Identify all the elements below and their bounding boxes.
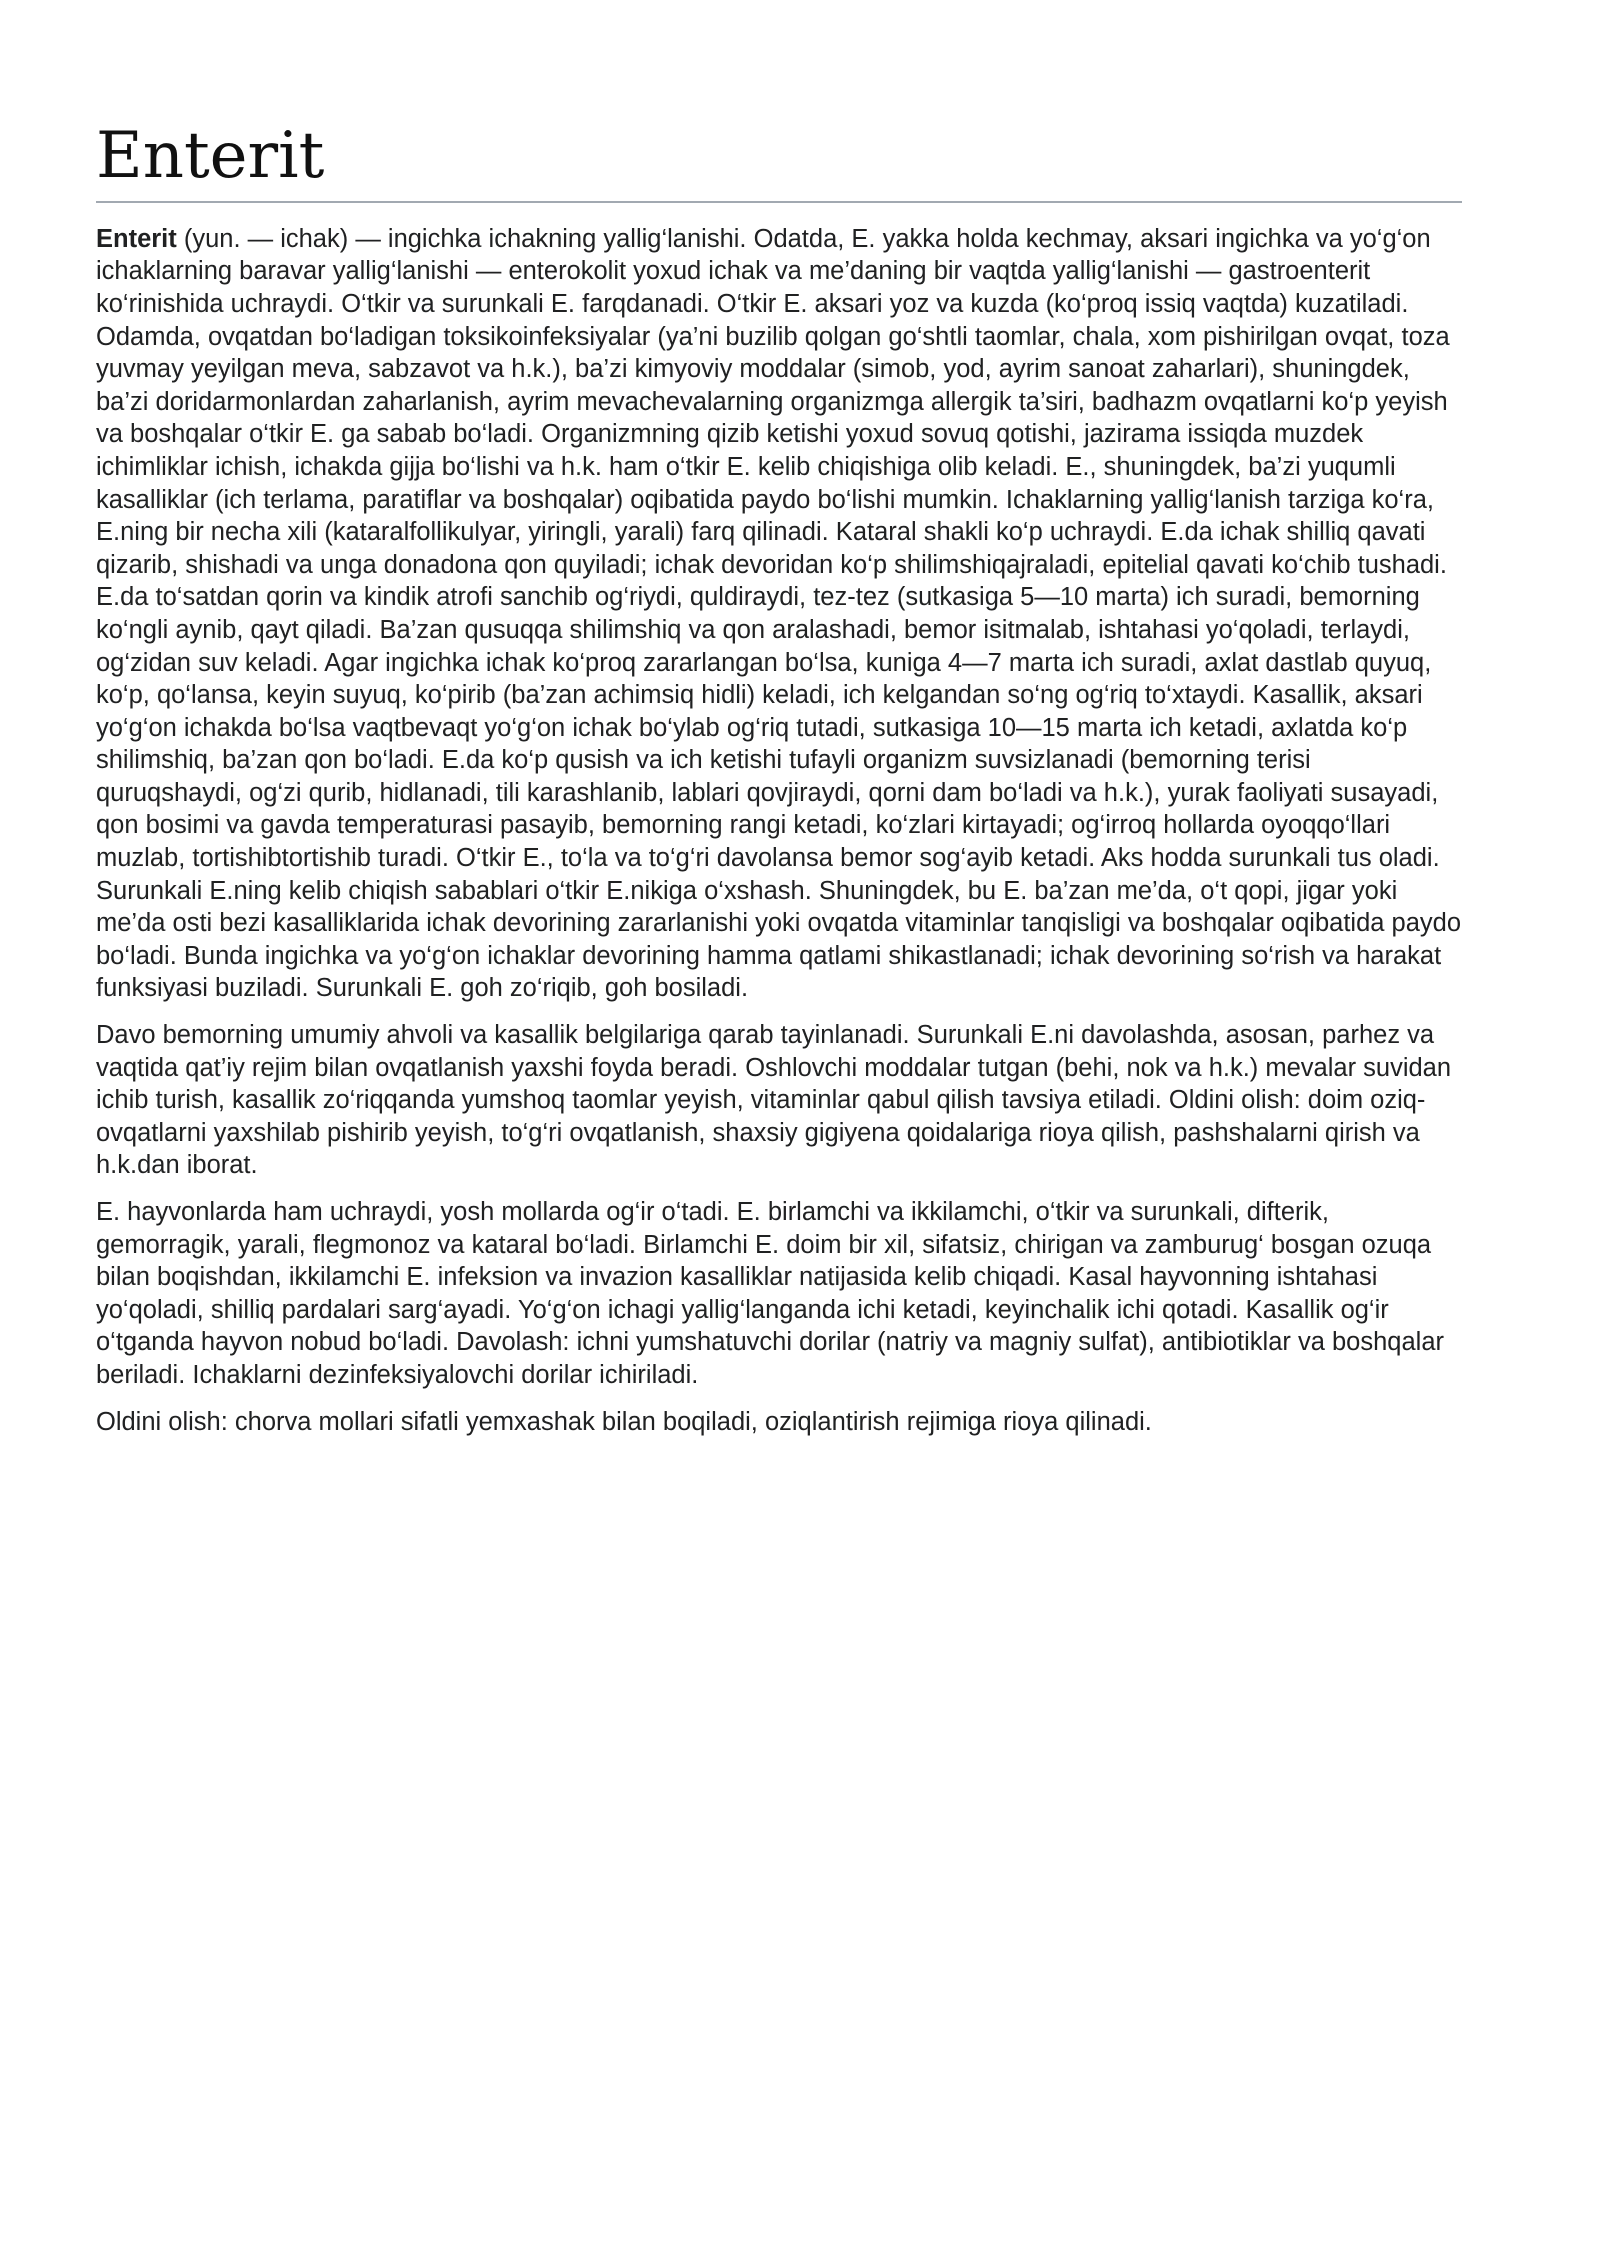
paragraph-animals: E. hayvonlarda ham uchraydi, yosh mollarda og‘ir o‘tadi. E. birlamchi va ikkilamchi, o‘tkir va surunkali, difterik, gemorragik, yarali, flegmonoz va kataral bo‘ladi. Birlamchi E. doim bir xil, sifatsiz, chirigan va zamburug‘ bosgan ozuqa bilan boqishdan, ikkilamchi E. infeksion va invazion kasalliklar natijasida kelib chiqadi. Kasal hayvonning ishtahasi yo‘qoladi, shilliq pardalari sarg‘ayadi. Yo‘g‘on ichagi yallig‘langanda ichi ketadi, keyinchalik ichi qotadi. Kasallik og‘ir o‘tganda hayvon nobud bo‘ladi. Davolash: ichni yumshatuvchi dorilar (natriy va magniy sulfat), antibiotiklar va boshqalar beriladi. Ichaklarni dezinfeksiyalovchi dorilar ichiriladi.	[96, 1198, 1444, 1389]
paragraph-prevention: Oldini olish: chorva mollari sifatli yemxashak bilan boqiladi, oziqlantirish rejimiga rioya qilinadi.	[96, 1407, 1152, 1436]
paragraph-treatment: Davo bemorning umumiy ahvoli va kasallik belgilariga qarab tayinlanadi. Surunkali E.ni davolashda, asosan, parhez va vaqtida qat’iy rejim bilan ovqatlanish yaxshi foyda beradi. Oshlovchi moddalar tutgan (behi, nok va h.k.) mevalar suvidan ichib turish, kasallik zo‘riqqanda yumshoq taomlar yeyish, vitaminlar qabul qilish tavsiya etiladi. Oldini olish: doim oziq-ovqatlarni yaxshilab pishirib yeyish, to‘g‘ri ovqatlanish, shaxsiy gigiyena qoidalariga rioya qilish, pashshalarni qirish va h.k.dan iborat.	[96, 1021, 1452, 1180]
lead-term: Enterit	[96, 224, 177, 253]
paragraph-intro	[96, 223, 1462, 1005]
page-title: Enterit	[96, 118, 1462, 203]
article-body	[96, 223, 1462, 1438]
article	[96, 118, 1462, 1452]
paragraph-intro-text: (yun. — ichak) — ingichka ichakning yallig‘lanishi. Odatda, E. yakka holda kechmay, aksari ingichka va yo‘g‘on ichaklarning baravar yallig‘lanishi — enterokolit yoxud ichak va me’daning bir vaqtda yallig‘lanishi — gastroenterit ko‘rinishida uchraydi. O‘tkir va surunkali E. farqdanadi. O‘tkir E. aksari yoz va kuzda (ko‘proq issiq vaqtda) kuzatiladi. Odamda, ovqatdan bo‘ladigan toksikoinfeksiyalar (ya’ni buzilib qolgan go‘shtli taomlar, chala, xom pishirilgan ovqat, toza yuvmay yeyilgan meva, sabzavot va h.k.), ba’zi kimyoviy moddalar (simob, yod, ayrim sanoat zaharlari), shuningdek, ba’zi doridarmonlardan zaharlanish, ayrim mevachevalarning organizmga allergik ta’siri, badhazm ovqatlarni ko‘p yeyish va boshqalar o‘tkir E. ga sabab bo‘ladi. Organizmning qizib ketishi yoxud sovuq qotishi, jazirama issiqda muzdek ichimliklar ichish, ichakda gijja bo‘lishi va h.k. ham o‘tkir E. kelib chiqishiga olib keladi. E., shuningdek, ba’zi yuqumli kasalliklar (ich terlama, paratiflar va boshqalar) oqibatida paydo bo‘lishi mumkin. Ichaklarning yallig‘lanish tarziga ko‘ra, E.ning bir necha xili (kataralfollikulyar, yiringli, yarali) farq qilinadi. Kataral shakli ko‘p uchraydi. E.da ichak shilliq qavati qizarib, shishadi va unga donadona qon quyiladi; ichak devoridan ko‘p shilimshiqajraladi, epitelial qavati ko‘chib tushadi. E.da to‘satdan qorin va kindik atrofi sanchib og‘riydi, quldiraydi, tez-tez (sutkasiga 5—10 marta) ich suradi, bemorning ko‘ngli aynib, qayt qiladi. Ba’zan qusuqqa shilimshiq va qon aralashadi, bemor isitmalab, ishtahasi yo‘qoladi, terlaydi, og‘zidan suv keladi. Agar ingichka ichak ko‘proq zararlangan bo‘lsa, kuniga 4—7 marta ich suradi, axlat dastlab quyuq, ko‘p, qo‘lansa, keyin suyuq, ko‘pirib (ba’zan achimsiq hidli) keladi, ich kelgandan so‘ng og‘riq to‘xtaydi. Kasallik, aksari yo‘g‘on ichakda bo‘lsa vaqtbevaqt yo‘g‘on ichak bo‘ylab og‘riq tutadi, sutkasiga 10—15 marta ich ketadi, axlatda ko‘p shilimshiq, ba’zan qon bo‘ladi. E.da ko‘p qusish va ich ketishi tufayli organizm suvsizlanadi (bemorning terisi quruqshaydi, og‘zi qurib, hidlanadi, tili karashlanib, lablari qovjiraydi, qorni dam bo‘ladi va h.k.), yurak faoliyati susayadi, qon bosimi va gavda temperaturasi pasayib, bemorning rangi ketadi, ko‘zlari kirtayadi; og‘irroq hollarda oyoqqo‘llari muzlab, tortishibtortishib turadi. O‘tkir E., to‘la va to‘g‘ri davolansa bemor sog‘ayib ketadi. Aks hodda surunkali tus oladi. Surunkali E.ning kelib chiqish sabablari o‘tkir E.nikiga o‘xshash. Shuningdek, bu E. ba’zan me’da, o‘t qopi, jigar yoki me’da osti bezi kasalliklarida ichak devorining zararlanishi yoki ovqatda vitaminlar tanqisligi va boshqalar oqibatida paydo bo‘ladi. Bunda ingichka va yo‘g‘on ichaklar devorining hamma qatlami shikastlanadi; ichak devorining so‘rish va harakat funksiyasi buziladi. Surunkali E. goh zo‘riqib, goh bosiladi.	[96, 224, 1461, 1003]
